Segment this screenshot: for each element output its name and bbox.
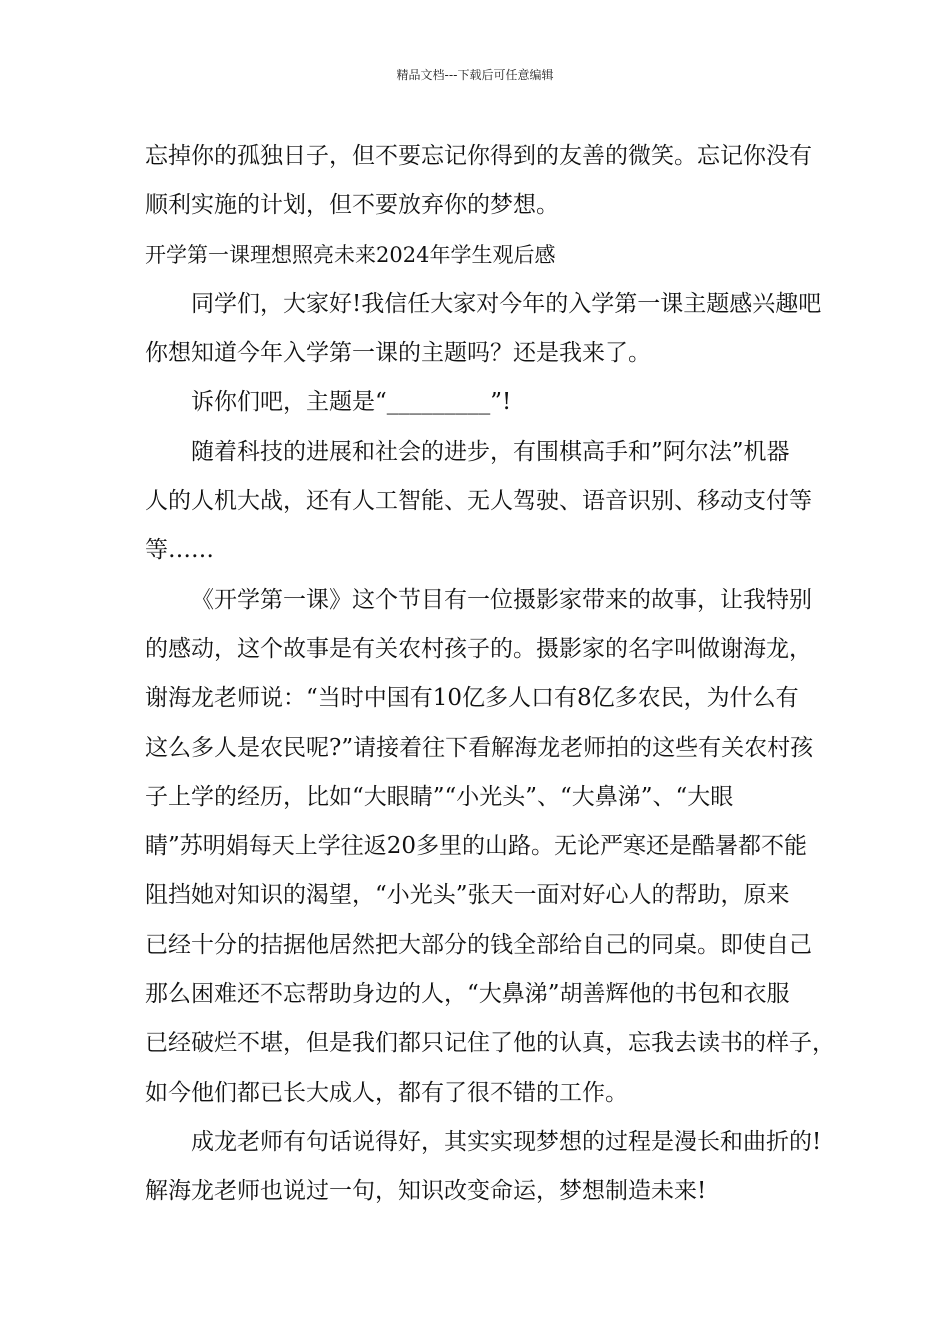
- text-line: 你想知道今年入学第一课的主题吗？还是我来了。: [145, 340, 651, 367]
- text-line: 子上学的经历，比如“大眼睛”“小光头”、“大鼻涕”、“大眼: [145, 783, 734, 810]
- text-line: 睛”苏明娟每天上学往返20多里的山路。无论严寒还是酷暑都不能: [145, 833, 808, 860]
- text-line: 随着科技的进展和社会的进步，有围棋高手和”阿尔法”机器: [191, 438, 790, 465]
- text-line: 已经破烂不堪，但是我们都只记住了他的认真，忘我去读书的样子，: [145, 1030, 835, 1057]
- text-line: 顺利实施的计划，但不要放弃你的梦想。: [145, 192, 559, 219]
- text-line: 《开学第一课》这个节目有一位摄影家带来的故事，让我特别: [191, 586, 812, 613]
- text-line: 等……: [145, 537, 214, 564]
- text-line: 谢海龙老师说：“当时中国有10亿多人口有8亿多农民，为什么有: [145, 685, 799, 712]
- section-title: 开学第一课理想照亮未来2024年学生观后感: [145, 242, 556, 267]
- text-line: 如今他们都已长大成人，都有了很不错的工作。: [145, 1079, 628, 1106]
- text-line: 已经十分的拮据他居然把大部分的钱全部给自己的同桌。即使自己: [145, 931, 812, 958]
- text-line: 的感动，这个故事是有关农村孩子的。摄影家的名字叫做谢海龙，: [145, 635, 812, 662]
- text-line: 同学们，大家好!我信任大家对今年的入学第一课主题感兴趣吧: [191, 290, 822, 317]
- text-line: 忘掉你的孤独日子，但不要忘记你得到的友善的微笑。忘记你没有: [145, 143, 812, 169]
- text-line: 成龙老师有句话说得好，其实实现梦想的过程是漫长和曲折的!: [191, 1128, 822, 1155]
- text-line: 阻挡她对知识的渴望，“小光头”张天一面对好心人的帮助，原来: [145, 882, 790, 909]
- text-line: 那么困难还不忘帮助身边的人，“大鼻涕”胡善辉他的书包和衣服: [145, 981, 790, 1008]
- page-header: 精品文档---下载后可任意编辑: [396, 68, 554, 82]
- text-line: 人的人机大战，还有人工智能、无人驾驶、语音识别、移动支付等: [145, 488, 812, 515]
- document-body: [145, 132, 835, 1217]
- text-line: 诉你们吧，主题是“_________”!: [191, 389, 512, 416]
- text-line: 这么多人是农民呢?”请接着往下看解海龙老师拍的这些有关农村孩: [145, 734, 814, 761]
- text-line: 解海龙老师也说过一句，知识改变命运，梦想制造未来!: [145, 1178, 707, 1205]
